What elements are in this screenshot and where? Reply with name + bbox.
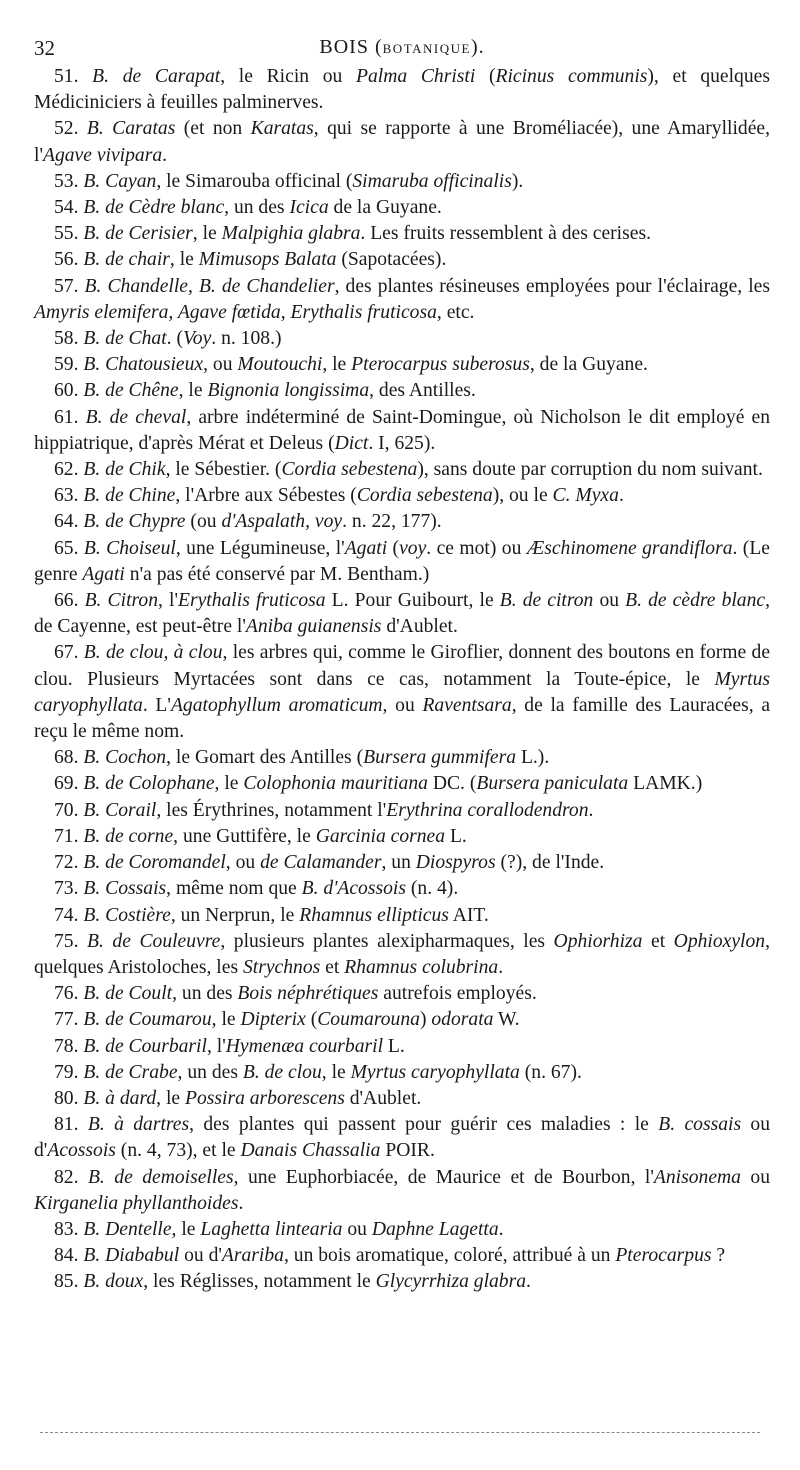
entry-text: 53. bbox=[54, 170, 84, 192]
entry-italic-text: Arariba bbox=[221, 1245, 284, 1267]
entry-italic-text: B. de Chypre bbox=[83, 511, 186, 533]
entry-text: , le bbox=[211, 1009, 241, 1031]
entry-italic-text: Dict bbox=[334, 432, 369, 454]
entry bbox=[34, 929, 770, 981]
entry-italic-text: B. de demoiselles bbox=[87, 1166, 234, 1188]
entry bbox=[34, 798, 770, 824]
entry-italic-text: B. Choiseul bbox=[83, 537, 176, 559]
entry-italic-text: B. de Chat bbox=[83, 328, 167, 350]
entry-italic-text: Ricinus communis bbox=[495, 66, 648, 87]
entry bbox=[34, 195, 770, 221]
entry-italic-text: B. Cossais bbox=[83, 878, 167, 900]
entry-text: , ou bbox=[225, 852, 261, 874]
entry-italic-text: B. Costière bbox=[83, 904, 171, 926]
entry-text: 62. bbox=[54, 459, 84, 481]
entry-text: ou bbox=[593, 590, 626, 612]
entry bbox=[34, 1086, 770, 1112]
entry-italic-text: B. de Chêne bbox=[83, 380, 179, 402]
entry-italic-text: Raventsara bbox=[422, 694, 512, 716]
entry-italic-text: B. Caratas bbox=[86, 118, 176, 140]
entry-text: 70. bbox=[54, 799, 84, 821]
entry-text: , de la famille des Lauracées, a reçu le même nom. bbox=[34, 694, 771, 743]
entry-text: ( bbox=[305, 1009, 318, 1031]
entry-italic-text: Agave vivipara bbox=[42, 144, 163, 166]
entry bbox=[34, 1269, 770, 1295]
entry bbox=[34, 169, 770, 195]
entry-text: 64. bbox=[54, 511, 84, 533]
entry-italic-text: Ophioxylon bbox=[673, 930, 766, 952]
entry-italic-text: B. de Chik bbox=[83, 459, 166, 481]
entry-italic-text: Kirganelia phyllanthoides bbox=[34, 1192, 239, 1214]
entry-text: , le Sébestier. ( bbox=[165, 459, 282, 481]
entry-italic-text: Coumarouna bbox=[317, 1009, 420, 1031]
entry-text: ou bbox=[740, 1166, 771, 1188]
entry-text: ), et quelques Médiciniciers à feuilles palminerves. bbox=[34, 66, 770, 114]
entry-text: n'a pas été conservé par M. Bentham.) bbox=[124, 563, 430, 585]
entry-text: , le bbox=[178, 380, 208, 402]
entry-text: , le bbox=[214, 773, 244, 795]
entry-text: (n. 4, 73), et le bbox=[115, 1140, 241, 1162]
entry-italic-text: Æschinomene grandiflora bbox=[526, 537, 733, 559]
entry-italic-text: B. de citron bbox=[499, 590, 594, 612]
running-title-open: ( bbox=[374, 36, 383, 58]
entry-italic-text: B. à dard bbox=[83, 1087, 157, 1109]
entry-text: 57. bbox=[54, 275, 85, 297]
entry-text: , un bois aromatique, coloré, attribué à un bbox=[283, 1245, 616, 1267]
entry-text: autrefois employés. bbox=[378, 983, 537, 1005]
entry-italic-text: Mimusops Balata bbox=[198, 249, 337, 271]
entry-text: POIR. bbox=[380, 1140, 435, 1162]
entry-text: . n. 22, 177). bbox=[342, 511, 442, 533]
entry-text: AIT. bbox=[448, 904, 489, 926]
entry-text: 59. bbox=[54, 354, 84, 376]
entry-italic-text: Dipterix bbox=[240, 1009, 306, 1031]
entry-text: 63. bbox=[54, 485, 84, 507]
entry bbox=[34, 378, 770, 404]
entry bbox=[34, 509, 770, 535]
entry-text: , ou bbox=[382, 694, 423, 716]
entry bbox=[34, 483, 770, 509]
entry bbox=[34, 326, 770, 352]
entry-italic-text: B. d'Acossois bbox=[301, 878, 406, 900]
entry-italic-text: B. Chandelle, B. de Chandelier bbox=[84, 275, 335, 297]
entry bbox=[34, 850, 770, 876]
entry-italic-text: Bignonia longissima bbox=[207, 380, 370, 402]
entry-text: , le bbox=[321, 1061, 351, 1083]
entry-italic-text: Laghetta lintearia bbox=[200, 1218, 343, 1240]
entry-text: . bbox=[588, 799, 594, 821]
entry-italic-text: Ophiorhiza bbox=[553, 930, 643, 952]
running-title-sub: BOTANIQUE bbox=[382, 41, 471, 56]
entry-italic-text: Glycyrrhiza glabra bbox=[375, 1271, 527, 1293]
entry-italic-text: B. de cheval bbox=[85, 406, 187, 428]
entry bbox=[34, 274, 770, 326]
entry-text: 85. bbox=[54, 1271, 84, 1293]
entry-text: , un Nerprun, le bbox=[170, 904, 300, 926]
entry bbox=[34, 1034, 770, 1060]
entry bbox=[34, 876, 770, 902]
entry-text: 68. bbox=[54, 747, 84, 769]
entry-italic-text: B. de Coult bbox=[83, 983, 173, 1005]
entry-text: , le Simarouba officinal ( bbox=[156, 170, 353, 192]
entry-text: ou bbox=[342, 1218, 372, 1240]
entry-text: , l'Arbre aux Sébestes ( bbox=[175, 485, 357, 507]
entry-italic-text: B. de Coromandel bbox=[83, 852, 226, 874]
entry-text: , des plantes résineuses employées pour l'éclairage, les bbox=[334, 275, 771, 297]
entry-italic-text: Pterocarpus bbox=[615, 1245, 712, 1267]
entry-italic-text: Myrtus caryophyllata bbox=[350, 1061, 520, 1083]
entry-list bbox=[34, 64, 770, 1296]
entry-text: (ou bbox=[185, 511, 222, 533]
entry bbox=[34, 771, 770, 797]
entry-text: W. bbox=[493, 1009, 520, 1031]
entry-text: 84. bbox=[54, 1245, 84, 1267]
entry bbox=[34, 640, 770, 745]
entry bbox=[34, 221, 770, 247]
entry-italic-text: B. de clou, à clou bbox=[83, 642, 223, 664]
entry-text: , une Légumineuse, l' bbox=[175, 537, 345, 559]
entry-text: 71. bbox=[54, 825, 84, 847]
entry-text: , le bbox=[156, 1087, 185, 1109]
entry-text: 65. bbox=[54, 537, 84, 559]
entry-text: , même nom que bbox=[166, 878, 302, 900]
entry-text: , le Ricin ou bbox=[220, 66, 357, 87]
entry bbox=[34, 116, 770, 168]
page-number: 32 bbox=[34, 36, 55, 60]
entry-text: 76. bbox=[54, 983, 84, 1005]
entry-italic-text: Danais Chassalia bbox=[240, 1140, 381, 1162]
entry-italic-text: Myrtus caryophyllata bbox=[34, 668, 770, 716]
entry-text: (n. 67). bbox=[519, 1061, 582, 1083]
entry-italic-text: Agatophyllum aromaticum bbox=[170, 694, 383, 716]
entry-text: 83. bbox=[54, 1218, 84, 1240]
entry-italic-text: Pterocarpus suberosus bbox=[351, 354, 530, 376]
entry-text: , le bbox=[192, 223, 222, 245]
entry-text: , le bbox=[171, 1218, 201, 1240]
entry-italic-text: B. de Carapat bbox=[92, 66, 221, 87]
entry-italic-text: B. de Cèdre blanc bbox=[83, 197, 225, 219]
entry-text: d'Aublet. bbox=[381, 616, 458, 638]
entry bbox=[34, 247, 770, 273]
entry-text: L. bbox=[445, 825, 467, 847]
entry-text: 52. bbox=[54, 118, 87, 140]
entry-italic-text: B. de Colophane bbox=[83, 773, 215, 795]
entry-text: , un des bbox=[177, 1061, 243, 1083]
entry-text: , les arbres qui, comme le Giroflier, donnent des boutons en forme de clou. Plusieurs Myrtacées sont dans ce cas, notamment la Toute-épice, le bbox=[34, 642, 771, 690]
entry-italic-text: B. de corne bbox=[83, 825, 174, 847]
entry-text: . ( bbox=[166, 328, 183, 350]
entry-italic-text: Karatas bbox=[250, 118, 314, 140]
entry-text: , un des bbox=[224, 197, 290, 219]
entry-text: DC. ( bbox=[427, 773, 477, 795]
entry-italic-text: B. à dartres bbox=[87, 1114, 190, 1136]
entry-text: d'Aublet. bbox=[344, 1087, 422, 1109]
entry bbox=[34, 1165, 770, 1217]
entry-text: , une Guttifère, le bbox=[173, 825, 316, 847]
entry-italic-text: B. Corail bbox=[83, 799, 157, 821]
entry-italic-text: Diospyros bbox=[415, 852, 496, 874]
entry-text: LAMK.) bbox=[628, 773, 703, 795]
entry-text: de la Guyane. bbox=[328, 197, 442, 219]
entry-text: 73. bbox=[54, 878, 84, 900]
entry-text: 77. bbox=[54, 1009, 84, 1031]
entry-italic-text: B. de Couleuvre bbox=[87, 930, 221, 952]
entry-italic-text: Agati bbox=[344, 537, 388, 559]
entry-italic-text: Palma Christi bbox=[356, 66, 476, 87]
entry-italic-text: B. de cèdre blanc bbox=[625, 590, 766, 612]
entry bbox=[34, 1243, 770, 1269]
entry bbox=[34, 1217, 770, 1243]
entry-text: ou d' bbox=[34, 1114, 771, 1162]
entry-text: , un bbox=[381, 852, 416, 874]
entry bbox=[34, 536, 770, 588]
entry-italic-text: B. de Cerisier bbox=[83, 223, 193, 245]
entry bbox=[34, 981, 770, 1007]
entry-italic-text: Possira arborescens bbox=[184, 1087, 345, 1109]
entry-text: , les Érythrines, notamment l' bbox=[156, 799, 387, 821]
entry-text: 55. bbox=[54, 223, 84, 245]
entry bbox=[34, 588, 770, 640]
entry-text: , l' bbox=[206, 1035, 226, 1057]
entry-italic-text: Aniba guianensis bbox=[245, 616, 382, 638]
entry-text: 58. bbox=[54, 328, 84, 350]
entry-text: et bbox=[642, 930, 674, 952]
entry-italic-text: Erythalis fruticosa bbox=[177, 590, 326, 612]
entry-italic-text: Colophonia mauritiana bbox=[243, 773, 428, 795]
entry-text: et bbox=[320, 956, 345, 978]
entry bbox=[34, 457, 770, 483]
entry bbox=[34, 1007, 770, 1033]
entry bbox=[34, 405, 770, 457]
entry-italic-text: B. Dentelle bbox=[83, 1218, 172, 1240]
entry-text: ) bbox=[419, 1009, 432, 1031]
entry-italic-text: de Calamander bbox=[260, 852, 382, 874]
entry bbox=[34, 1060, 770, 1086]
entry-text: 80. bbox=[54, 1087, 84, 1109]
entry-text: 61. bbox=[54, 406, 86, 428]
entry-text: . n. 108.) bbox=[211, 328, 282, 350]
entry-text: , le Gomart des Antilles ( bbox=[166, 747, 364, 769]
entry-text: (Sapotacées). bbox=[336, 249, 447, 271]
entry-text: , le bbox=[322, 354, 352, 376]
entry-text: . bbox=[498, 956, 504, 978]
entry-text: 60. bbox=[54, 380, 84, 402]
page-header bbox=[34, 30, 770, 64]
entry-italic-text: Voy bbox=[182, 328, 212, 350]
entry-text: (n. 4). bbox=[405, 878, 459, 900]
entry-italic-text: Strychnos bbox=[242, 956, 321, 978]
entry-text: . ce mot) ou bbox=[426, 537, 527, 559]
entry-text: ). bbox=[511, 170, 524, 192]
running-title-close: ). bbox=[470, 36, 485, 58]
entry bbox=[34, 352, 770, 378]
entry-italic-text: Erythrina corallodendron bbox=[386, 799, 589, 821]
entry-text: , quelques Aristoloches, les bbox=[34, 930, 770, 978]
entry-italic-text: Cordia sebestena bbox=[281, 459, 418, 481]
entry-italic-text: B. cossais bbox=[658, 1114, 742, 1136]
entry-text: , des Antilles. bbox=[369, 380, 476, 402]
entry-text: L. bbox=[383, 1035, 405, 1057]
entry-text: 78. bbox=[54, 1035, 84, 1057]
entry-italic-text: Acossois bbox=[47, 1140, 116, 1162]
entry-text: , arbre indéterminé de Saint-Domingue, où Nicholson le dit employé en hippiatrique, d'après Mérat et Deleus ( bbox=[34, 406, 770, 454]
entry-italic-text: Rhamnus ellipticus bbox=[299, 904, 449, 926]
entry-text: . (Le genre bbox=[34, 537, 770, 585]
entry-text: L. Pour Guibourt, le bbox=[325, 590, 500, 612]
entry-text: . bbox=[618, 485, 624, 507]
entry-text: , plusieurs plantes alexipharmaques, les bbox=[220, 930, 554, 952]
entry-text: . bbox=[498, 1218, 504, 1240]
entry-italic-text: Anisonema bbox=[653, 1166, 741, 1188]
entry-text: 79. bbox=[54, 1061, 84, 1083]
entry-text: ou d' bbox=[179, 1245, 222, 1267]
entry-text: , etc. bbox=[436, 301, 475, 323]
entry-italic-text: B. de Crabe bbox=[83, 1061, 178, 1083]
running-title bbox=[34, 36, 770, 59]
entry bbox=[34, 64, 770, 116]
entry-text: . bbox=[238, 1192, 244, 1214]
entry-italic-text: B. Cochon bbox=[83, 747, 167, 769]
entry-text: . Les fruits ressemblent à des cerises. bbox=[360, 223, 651, 245]
entry-text: 74. bbox=[54, 904, 84, 926]
entry-italic-text: d'Aspalath, voy bbox=[221, 511, 343, 533]
entry-italic-text: Daphne Lagetta bbox=[371, 1218, 499, 1240]
entry-italic-text: B. doux bbox=[83, 1271, 144, 1293]
entry-text: , des plantes qui passent pour guérir ces maladies : le bbox=[189, 1114, 659, 1136]
entry bbox=[34, 903, 770, 929]
entry-text: 56. bbox=[54, 249, 84, 271]
entry-italic-text: Moutouchi bbox=[237, 354, 323, 376]
running-title-main: BOIS bbox=[319, 36, 369, 58]
entry-text: . bbox=[162, 144, 168, 166]
entry-italic-text: B. Chatousieux bbox=[83, 354, 204, 376]
entry-italic-text: Malpighia glabra bbox=[221, 223, 361, 245]
entry-text: 82. bbox=[54, 1166, 88, 1188]
entry-text: 75. bbox=[54, 930, 88, 952]
entry-text: , de la Guyane. bbox=[529, 354, 648, 376]
entry-text: , une Euphorbiacée, de Maurice et de Bourbon, l' bbox=[233, 1166, 654, 1188]
entry bbox=[34, 1112, 770, 1164]
entry-text: ), ou le bbox=[492, 485, 553, 507]
entry-text: 69. bbox=[54, 773, 84, 795]
entry-text: . L' bbox=[142, 694, 171, 716]
entry-text: ), sans doute par corruption du nom suivant. bbox=[417, 459, 763, 481]
entry bbox=[34, 745, 770, 771]
entry-italic-text: Cordia sebestena bbox=[356, 485, 493, 507]
entry-italic-text: Hymenæa courbaril bbox=[225, 1035, 384, 1057]
entry-italic-text: voy bbox=[399, 537, 427, 559]
entry-text: , de Cayenne, est peut-être l' bbox=[34, 590, 771, 638]
entry-italic-text: B. de Courbaril bbox=[83, 1035, 207, 1057]
entry-italic-text: Icica bbox=[289, 197, 329, 219]
entry-italic-text: B. de clou bbox=[242, 1061, 322, 1083]
entry-text: , ou bbox=[203, 354, 238, 376]
entry-italic-text: B. Citron bbox=[84, 590, 159, 612]
entry-italic-text: B. Cayan bbox=[83, 170, 157, 192]
entry-italic-text: B. Diababul bbox=[83, 1245, 180, 1267]
entry-italic-text: Bursera paniculata bbox=[476, 773, 629, 795]
entry-text: , qui se rapporte à une Broméliacée), une Amaryllidée, l' bbox=[34, 118, 771, 166]
entry-text: , un des bbox=[172, 983, 238, 1005]
entry-text: (?), de l'Inde. bbox=[495, 852, 605, 874]
entry-italic-text: B. de Coumarou bbox=[83, 1009, 212, 1031]
entry-text: L.). bbox=[516, 747, 550, 769]
entry-text: 66. bbox=[54, 590, 85, 612]
entry-italic-text: Garcinia cornea bbox=[315, 825, 446, 847]
entry-italic-text: Bursera gummifera bbox=[363, 747, 517, 769]
entry-text: . I, 625). bbox=[368, 432, 436, 454]
entry-text: , les Réglisses, notamment le bbox=[143, 1271, 376, 1293]
entry-italic-text: B. de Chine bbox=[83, 485, 176, 507]
entry-text: . bbox=[526, 1271, 531, 1293]
entry-italic-text: Rhamnus colubrina bbox=[344, 956, 499, 978]
entry-text: 51. bbox=[54, 66, 93, 87]
entry-text: ? bbox=[711, 1245, 726, 1267]
entry-text: ( bbox=[475, 66, 496, 87]
entry bbox=[34, 824, 770, 850]
entry-italic-text: Simaruba officinalis bbox=[352, 170, 512, 192]
entry-text: 72. bbox=[54, 852, 84, 874]
entry-text: ( bbox=[387, 537, 400, 559]
entry-italic-text: Agati bbox=[82, 563, 125, 585]
entry-italic-text: Amyris elemifera, Agave fœtida, Erythalis fruticosa bbox=[34, 301, 437, 323]
entry-text: , le bbox=[169, 249, 199, 271]
entry-text: 54. bbox=[54, 197, 84, 219]
entry-text: (et non bbox=[175, 118, 251, 140]
entry-text: , l' bbox=[158, 590, 178, 612]
entry-text: 81. bbox=[54, 1114, 88, 1136]
entry-italic-text: odorata bbox=[431, 1009, 494, 1031]
entry-text: 67. bbox=[54, 642, 84, 664]
footer-rule bbox=[40, 1432, 760, 1433]
entry-italic-text: Bois néphrétiques bbox=[237, 983, 379, 1005]
entry-italic-text: B. de chair bbox=[83, 249, 170, 271]
entry-italic-text: C. Myxa bbox=[552, 485, 619, 507]
